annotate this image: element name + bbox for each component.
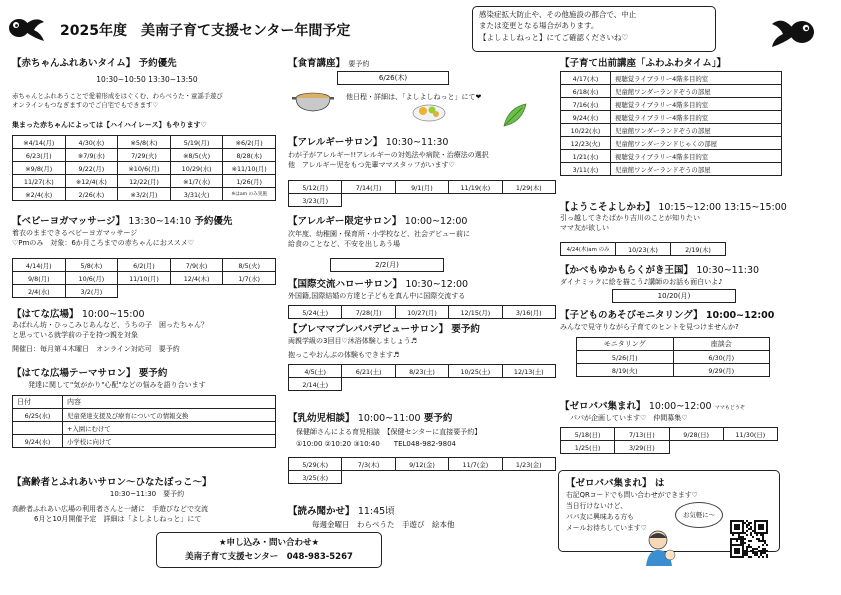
table-cell: ※8/5(火) [170, 149, 223, 162]
table-cell: 11/27(木) [13, 175, 66, 188]
table-cell [13, 422, 63, 435]
speech-bubble: お気軽に～ [675, 502, 723, 528]
allergy-title: 【アレルギーサロン】 [288, 137, 383, 148]
food-desc: 他日程・詳細は、「よしよしねっと」にて❤ [346, 93, 482, 101]
elderly-time: 10:30~11:30 要予約 [109, 490, 185, 498]
table-row [577, 364, 770, 377]
intl-desc: 外国籍,国際結婚の方達と子どもを真ん中に国際交流する [288, 292, 466, 300]
table-cell: 5/29(木) [289, 458, 342, 471]
table-header-cell: 日付 [13, 396, 63, 409]
delivery-title: 【子育て出前講座「ふわふわタイム」】 [560, 58, 727, 69]
infant-time: 10:00~11:00 [357, 413, 421, 424]
zeropapa-table [560, 427, 778, 454]
table-row [289, 181, 556, 194]
table-cell: 6/30(月) [673, 351, 770, 364]
delivery-table [560, 71, 782, 176]
table-cell: 12/23(火) [561, 137, 611, 150]
table-cell: 4/24(木)am のみ [561, 243, 616, 256]
table-cell [223, 285, 276, 298]
zeropapa2-suffix: は [654, 478, 665, 489]
table-cell [342, 471, 395, 484]
drawing-time: 10:30~11:30 [696, 265, 760, 276]
table-cell: +入園にむけて [63, 422, 276, 435]
table-row [289, 471, 556, 484]
prepapa-desc-2: 抱っこやおんぶの体験もできます♬ [288, 351, 400, 360]
zeropapa2-desc-4: メールお待ちしています♡ [566, 523, 647, 532]
table-cell: 6/18(水) [561, 85, 611, 98]
allergy-desc-1: わが子がアレルギー!!アレルギーの対処法や病院・治療法の選択 [288, 151, 489, 159]
elderly-title: 【高齢者とふれあいサロン～ひなたぼっこ～】 [12, 477, 212, 488]
baby-desc-2: オンラインもつなぎますのでご自宅でもできます♡ [12, 101, 159, 110]
baby-tag: 予約優先 [138, 58, 177, 69]
zeropapa2-desc-3: パパ友に興味ある方も [566, 512, 634, 521]
table-cell: 2/4(水) [13, 285, 66, 298]
prepapa-desc-1: 両親学級の3回目♡沐浴体験しましょう♬ [288, 337, 418, 345]
table-cell: 2/19(木) [671, 243, 726, 256]
table-cell: 1/23(金) [502, 458, 555, 471]
table-row [561, 441, 778, 454]
table-cell: 3/29(日) [615, 441, 669, 454]
table-cell: ※1/7(水) [170, 175, 223, 188]
table-row [561, 124, 782, 137]
table-cell: 11/19(水) [449, 181, 502, 194]
table-cell [395, 378, 448, 391]
hatena-theme-tag: 要予約 [138, 368, 168, 379]
food-tag: 要予約 [348, 60, 370, 68]
table-cell: 9/22(月) [65, 162, 118, 175]
table-row [289, 458, 556, 471]
welcome-desc-2: ママ友が欲しい [560, 224, 609, 233]
table-cell: 児童館ワンダーランドじゃくの部屋 [611, 137, 782, 150]
table-cell: 7/9(水) [170, 259, 223, 272]
infant-desc-2: ①10:00 ②10:20 ③10:40 TEL048-982-9804 [296, 440, 456, 449]
table-cell: 8/23(土) [395, 365, 448, 378]
table-cell: 1/26(月) [223, 175, 276, 188]
table-row [561, 137, 782, 150]
table-cell: ※3/2(月) [118, 188, 171, 201]
allergy-table [288, 180, 556, 207]
yoga-table [12, 258, 276, 298]
notice-line-1: 感染症拡大防止や、その他施設の都合で、中止 [479, 10, 637, 19]
table-cell: 3/16(月) [502, 306, 555, 319]
table-cell: ※9/8(月) [13, 162, 66, 175]
notice-box [472, 6, 716, 52]
table-row [289, 194, 556, 207]
reading-time: 11:45頃 [357, 506, 395, 517]
baby-note: 集まった赤ちゃんによっては【ハイハイレース】もやります♡ [12, 121, 207, 129]
drawing-date: 10/20(月) [612, 289, 736, 303]
table-cell: 5/26(月) [577, 351, 674, 364]
table-row [561, 243, 726, 256]
page-title: 2025年度 美南子育て支援センター年間予定 [60, 23, 351, 39]
table-cell [449, 378, 502, 391]
table-cell: 11/10(月) [118, 272, 171, 285]
table-cell: 3/11(水) [561, 163, 611, 176]
table-cell: ※11/10(月) [223, 162, 276, 175]
table-cell [170, 285, 223, 298]
tadpole-left-icon [6, 8, 46, 46]
allergy-limited-time: 10:00~12:00 [404, 216, 468, 227]
tadpole-right-icon [770, 10, 822, 52]
table-cell [723, 441, 777, 454]
table-row [13, 285, 276, 298]
table-cell: ※10/6(月) [118, 162, 171, 175]
hatena-time: 10:00~15:00 [81, 309, 145, 320]
table-cell: ※2/4(水) [13, 188, 66, 201]
table-cell: 11/7(金) [449, 458, 502, 471]
table-cell: 児童館ワンダーランドぞうの部屋 [611, 85, 782, 98]
table-cell [342, 378, 395, 391]
zeropapa2-desc-1: 右記QRコードでも問い合わせができます♡ [566, 491, 698, 499]
table-cell: 1/21(水) [561, 150, 611, 163]
infant-tag: 要予約 [423, 413, 453, 424]
table-cell [342, 194, 395, 207]
table-cell: 12/22(月) [118, 175, 171, 188]
allergy-time: 10:30~11:30 [385, 137, 449, 148]
table-header-cell: 座談会 [673, 338, 770, 351]
table-cell: 3/25(水) [289, 471, 342, 484]
table-cell: 1/29(木) [502, 181, 555, 194]
table-cell: 9/29(月) [673, 364, 770, 377]
table-cell: 児童館ワンダーランドぞうの部屋 [611, 124, 782, 137]
table-cell: 5/18(日) [561, 428, 615, 441]
table-cell: 12/13(土) [502, 365, 555, 378]
reading-title: 【読み聞かせ】 [288, 506, 355, 517]
table-cell: ※4/14(月) [13, 136, 66, 149]
yoga-tag: 予約優先 [194, 216, 233, 227]
table-cell: 1/7(水) [223, 272, 276, 285]
table-cell [449, 194, 502, 207]
table-cell: 12/15(月) [449, 306, 502, 319]
table-cell [449, 471, 502, 484]
table-cell [395, 471, 448, 484]
infant-table [288, 457, 556, 484]
table-cell: 7/29(火) [118, 149, 171, 162]
table-cell: 小学校に向けて [63, 435, 276, 448]
table-cell: 視聴覚ライブラリー4階多目的室 [611, 150, 782, 163]
zeropapa2-desc-2: 当日行けないけど、 [566, 501, 628, 510]
table-row [561, 428, 778, 441]
table-header-cell: 内容 [63, 396, 276, 409]
infant-desc-1: 保健師さんによる育児相談 【保健センターに直接要予約】 [296, 428, 482, 436]
table-cell [669, 441, 723, 454]
baby-title: 【赤ちゃんふれあいタイム】 [12, 58, 136, 69]
welcome-desc-1: 引っ越してきたばかり吉川のことが知りたい [560, 214, 700, 222]
table-cell: 児童館ワンダーランドぞうの部屋 [611, 163, 782, 176]
table-row [561, 72, 782, 85]
table-cell: 9/24(水) [561, 111, 611, 124]
baby-table [12, 135, 276, 201]
table-cell: 4/17(木) [561, 72, 611, 85]
table-header-cell: モニタリング [577, 338, 674, 351]
table-cell: 3/31(火) [170, 188, 223, 201]
table-cell: 10/25(土) [449, 365, 502, 378]
zeropapa-title: 【ゼロパパ集まれ】 [560, 401, 646, 412]
table-cell: 8/19(火) [577, 364, 674, 377]
table-cell: 4/5(土) [289, 365, 342, 378]
hatena-theme-desc: 発達に関して"気がかり"心配"などの悩みを語り合います [28, 381, 206, 389]
table-cell: 視聴覚ライブラリー4階多目的室 [611, 98, 782, 111]
yoga-desc-2: ♡Pmのみ 対象：6か月ころまでの赤ちゃんにおススメ♡ [12, 239, 195, 248]
infant-title: 【乳幼児相談】 [288, 413, 355, 424]
yoga-time: 13:30~14:10 [128, 216, 192, 227]
zeropapa2-title: 【ゼロパパ集まれ】 [566, 478, 652, 489]
table-cell: 9/28(日) [669, 428, 723, 441]
table-cell: 視聴覚ライブラリー4階多目的室 [611, 111, 782, 124]
table-cell: 7/14(月) [342, 181, 395, 194]
table-cell: 12/4(木) [170, 272, 223, 285]
allergy-limited-date: 2/2(月) [330, 258, 444, 272]
table-cell: 2/26(木) [65, 188, 118, 201]
elderly-desc-2: 6月と10月開催予定 詳細は「よしよしねっと」にて [34, 515, 202, 524]
table-row [577, 351, 770, 364]
table-cell: ※7/9(水) [65, 149, 118, 162]
table-cell: 7/28(月) [342, 306, 395, 319]
table-row [561, 163, 782, 176]
elderly-desc-1: 高齢者ふれあい広場の利用者さんと一緒に 手遊びなどで交流 [12, 505, 208, 513]
table-cell: 6/21(土) [342, 365, 395, 378]
monitoring-desc: みんなで見守りながら子育てのヒントを見つけませんか? [560, 323, 739, 331]
prepapa-tag: 要予約 [451, 324, 480, 335]
yoga-desc-1: 着衣のままできるベビーヨガマッサージ [12, 229, 138, 237]
monitoring-title: 【子どものあそびモニタリング】 [560, 310, 703, 321]
table-row [13, 162, 276, 175]
table-cell: 9/24(水) [13, 435, 63, 448]
table-cell [395, 194, 448, 207]
allergy-limited-desc-2: 給食のことなど、不安を出しあう場 [288, 240, 400, 249]
welcome-title: 【ようこそよしかわ】 [560, 202, 656, 213]
table-cell: 9/1(月) [395, 181, 448, 194]
qr-code-icon[interactable] [730, 520, 768, 558]
allergy-limited-desc-1: 次年度、幼稚園・保育所・小学校など、社会デビュー前に [288, 230, 470, 238]
hatena-theme-table [12, 395, 276, 448]
hatena-open: 開催日：毎月第４木曜日 オンライン対応可 要予約 [12, 345, 180, 354]
table-row [289, 365, 556, 378]
monitoring-table [576, 337, 770, 377]
table-cell: ※12/4(木) [65, 175, 118, 188]
intl-time: 10:30~12:00 [405, 279, 469, 290]
table-row [561, 111, 782, 124]
meal-plate-icon [412, 100, 446, 122]
table-row [13, 435, 276, 448]
monitoring-time: 10:00~12:00 [705, 310, 775, 321]
table-cell: 7/13(日) [615, 428, 669, 441]
table-cell: 10/22(水) [561, 124, 611, 137]
table-cell: 5/24(土) [289, 306, 342, 319]
table-cell: 5/8(木) [65, 259, 118, 272]
table-cell: 8/5(火) [223, 259, 276, 272]
table-row [289, 378, 556, 391]
drawing-title: 【かべもゆかもらくがき王国】 [560, 265, 694, 276]
table-cell: 4/14(月) [13, 259, 66, 272]
welcome-table [560, 242, 726, 256]
table-row [13, 259, 276, 272]
table-cell: 9/8(月) [13, 272, 66, 285]
notice-line-3: 【よしよしねっと】にてご確認くださいね♡ [479, 32, 629, 42]
table-cell: 5/12(月) [289, 181, 342, 194]
yoga-title: 【ベビーヨガマッサージ】 [12, 216, 126, 227]
table-cell: 6/2(月) [118, 259, 171, 272]
reading-desc: 毎週金曜日 わらべうた 手遊び 絵本他 [312, 520, 455, 529]
table-cell: 10/23(木) [616, 243, 671, 256]
table-cell: 視聴覚ライブラリー4階多目的室 [611, 72, 782, 85]
table-row [561, 150, 782, 163]
table-row [561, 85, 782, 98]
allergy-limited-title: 【アレルギー限定サロン】 [288, 216, 402, 227]
table-cell: 10/6(月) [65, 272, 118, 285]
table-cell: 9/12(金) [395, 458, 448, 471]
table-row [13, 272, 276, 285]
table-cell [118, 285, 171, 298]
zeropapa-small: ママもどうぞ [714, 405, 745, 411]
hatena-title: 【はてな広場】 [12, 309, 79, 320]
table-row [13, 175, 276, 188]
intl-table [288, 305, 556, 319]
table-cell: 3/23(月) [289, 194, 342, 207]
table-header-row [13, 396, 276, 409]
table-cell: 5/19(月) [170, 136, 223, 149]
table-cell: 1/25(日) [561, 441, 615, 454]
table-cell: 10/27(月) [395, 306, 448, 319]
food-title: 【食育講座】 [288, 58, 346, 69]
hatena-theme-title: 【はてな広場テーマサロン】 [12, 368, 136, 379]
table-row [13, 188, 276, 201]
table-row [13, 149, 276, 162]
dad-and-baby-icon [640, 526, 680, 566]
table-cell [502, 378, 555, 391]
hatena-desc-1: あばれん坊・ひっこみじあんなど、うちの子 困ったちゃん？ [12, 321, 208, 329]
table-cell: ※6/2(月) [223, 136, 276, 149]
cooking-pot-icon [292, 88, 334, 114]
prepapa-title: 【プレママプレパパデビューサロン】 [288, 324, 449, 335]
contact-name: 美南子育て支援センター 048-983-5267 [185, 552, 353, 563]
baby-time: 10:30~10:50 13:30~13:50 [96, 75, 198, 84]
table-cell: 11/30(日) [723, 428, 777, 441]
table-header-row [577, 338, 770, 351]
table-cell: 7/16(水) [561, 98, 611, 111]
table-cell: 4/30(水) [65, 136, 118, 149]
hatena-desc-2: と思っている就学前の子を持つ親を対象 [12, 331, 138, 340]
table-row [561, 98, 782, 111]
table-cell: 2/14(土) [289, 378, 342, 391]
table-cell: 3/2(月) [65, 285, 118, 298]
prepapa-table [288, 364, 556, 391]
contact-box [156, 532, 382, 568]
table-cell: ※5/8(木) [118, 136, 171, 149]
zeropapa-desc: パパが企画しています♡ 仲間募集♡ [570, 414, 688, 422]
table-cell: 6/23(月) [13, 149, 66, 162]
table-cell [502, 471, 555, 484]
table-row [13, 409, 276, 422]
drawing-desc: ダイナミックに絵を描こう♪講師のお話も面白いよ♪ [560, 278, 723, 286]
table-cell: 児童発達支援及び療育についての情報交換 [63, 409, 276, 422]
intl-title: 【国際交流ハローサロン】 [288, 279, 403, 290]
table-cell [502, 194, 555, 207]
zeropapa-time: 10:00~12:00 [648, 401, 712, 412]
baby-desc-1: 赤ちゃんとふれあうことで愛着形成をはぐくむ、わらべうた・童謡手遊び [12, 92, 223, 100]
table-cell: 6/25(水) [13, 409, 63, 422]
table-row [289, 306, 556, 319]
table-cell: 10/29(水) [170, 162, 223, 175]
table-row [13, 422, 276, 435]
table-cell: ※はam のみ実施 [223, 188, 276, 201]
allergy-desc-2: 他 アレルギー児をもつ先輩ママスタッフがいます♡ [288, 161, 455, 170]
contact-title: ★申し込み・問い合わせ★ [218, 538, 320, 548]
welcome-time: 10:15~12:00 13:15~15:00 [658, 202, 787, 213]
table-row [13, 136, 276, 149]
food-date: 6/26(木) [337, 71, 449, 85]
leaf-vegetable-icon [500, 102, 530, 130]
table-cell: 8/28(木) [223, 149, 276, 162]
notice-line-2: または変更となる場合があります。 [479, 21, 599, 31]
table-cell: 7/3(木) [342, 458, 395, 471]
